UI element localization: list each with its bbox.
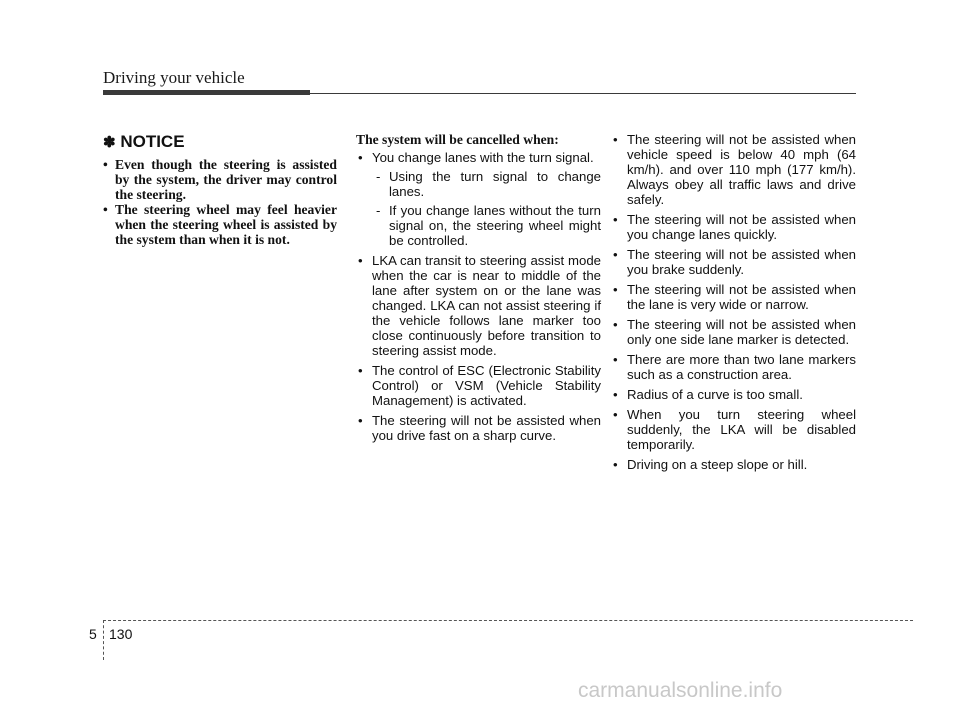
header-thick-rule	[103, 90, 310, 95]
list-item: • The steering will not be assisted when you change lanes quickly.	[611, 212, 856, 242]
list-item: • The steering will not be assisted when only one side lane marker is detected.	[611, 317, 856, 347]
list-item-text: You change lanes with the turn signal.	[372, 150, 594, 165]
header-thin-rule	[310, 93, 856, 94]
list-item: • The control of ESC (Electronic Stability Control) or VSM (Vehicle Stability Management) is activated.	[356, 363, 601, 408]
right-column	[611, 132, 856, 477]
list-item: • The steering will not be assisted when the lane is very wide or narrow.	[611, 282, 856, 312]
list-item	[356, 150, 601, 248]
list-item: • Radius of a curve is too small.	[611, 387, 856, 402]
notice-heading	[103, 132, 337, 153]
footer-rule	[103, 620, 913, 621]
list-item: • When you turn steering wheel suddenly, the LKA will be disabled temporarily.	[611, 407, 856, 452]
chapter-number: 5	[89, 626, 97, 642]
sub-list	[372, 169, 601, 248]
notice-title: NOTICE	[120, 132, 185, 151]
notice-box	[103, 132, 337, 247]
cancel-section	[356, 132, 601, 448]
notice-item: • The steering wheel may feel heavier when the steering wheel is assisted by the system than when it is not.	[103, 202, 337, 247]
list-item: • The steering will not be assisted when vehicle speed is below 40 mph (64 km/h). and over 110 mph (177 km/h). Always obey all traffic laws and drive safely.	[611, 132, 856, 207]
notice-item: • Even though the steering is assisted by the system, the driver may control the steering.	[103, 157, 337, 202]
notice-list	[103, 157, 337, 247]
cancel-list	[356, 150, 601, 443]
page-number: 130	[109, 626, 133, 642]
sub-list-item: - If you change lanes without the turn signal on, the steering wheel might be controlled.	[372, 203, 601, 248]
page-header-title: Driving your vehicle	[103, 68, 245, 87]
list-item: • Driving on a steep slope or hill.	[611, 457, 856, 472]
cancel-heading: The system will be cancelled when:	[356, 132, 559, 147]
footer-vertical-rule	[103, 620, 104, 660]
list-item: • The steering will not be assisted when you brake suddenly.	[611, 247, 856, 277]
list-item: • LKA can transit to steering assist mode when the car is near to middle of the lane after system on or the lane was changed. LKA can not assist steering if the vehicle follows lane marker too close continuously before transition to steering assist mode.	[356, 253, 601, 358]
list-item: • There are more than two lane markers such as a construction area.	[611, 352, 856, 382]
sub-list-item: - Using the turn signal to change lanes.	[372, 169, 601, 199]
notice-star-icon: ✽	[103, 134, 116, 151]
list-item: • The steering will not be assisted when you drive fast on a sharp curve.	[356, 413, 601, 443]
watermark: carmanualsonline.info	[578, 679, 783, 702]
steering-conditions-list	[611, 132, 856, 472]
